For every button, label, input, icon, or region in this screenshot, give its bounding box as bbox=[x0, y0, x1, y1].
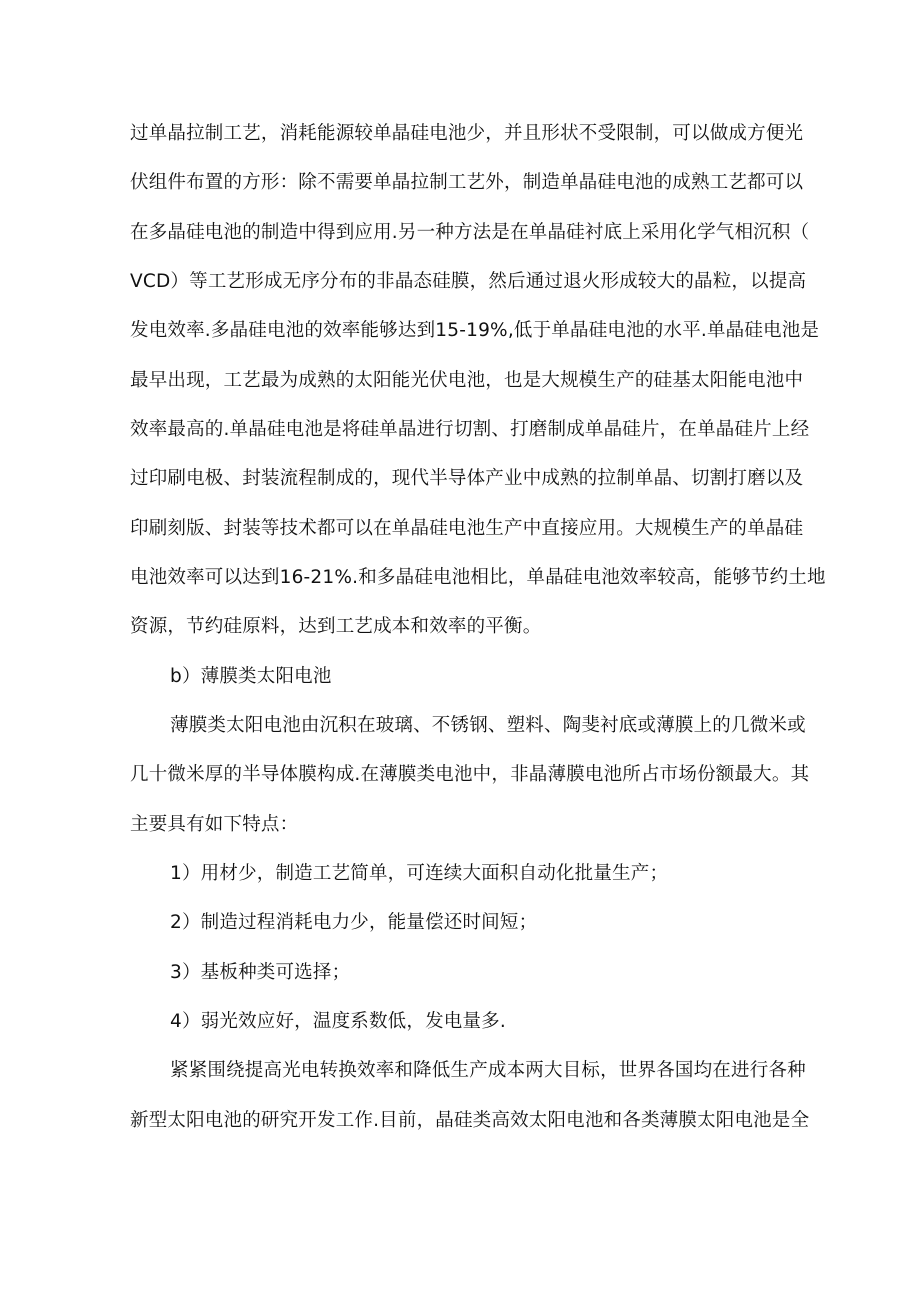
paragraph-line: 过印刷电极、封装流程制成的，现代半导体产业中成熟的拉制单晶、切割打磨以及 bbox=[130, 468, 804, 489]
list-item: 2）制造过程消耗电力少，能量偿还时间短； bbox=[170, 912, 538, 933]
paragraph-line: 几十微米厚的半导体膜构成.在薄膜类电池中，非晶薄膜电池所占市场份额最大。其 bbox=[130, 764, 810, 785]
list-item: 1）用材少，制造工艺简单，可连续大面积自动化批量生产； bbox=[170, 863, 669, 884]
paragraph-line: 主要具有如下特点： bbox=[130, 814, 299, 835]
paragraph-line: VCD）等工艺形成无序分布的非晶态硅膜，然后通过退火形成较大的晶粒，以提高 bbox=[130, 271, 807, 292]
paragraph-line: 过单晶拉制工艺，消耗能源较单晶硅电池少，并且形状不受限制，可以做成方便光 bbox=[130, 123, 804, 144]
paragraph-line: 新型太阳电池的研究开发工作.目前，晶硅类高效太阳电池和各类薄膜太阳电池是全 bbox=[130, 1110, 810, 1131]
paragraph-line: 电池效率可以达到16-21%.和多晶硅电池相比，单晶硅电池效率较高，能够节约土地 bbox=[130, 567, 826, 588]
paragraph-line: 资源，节约硅原料，达到工艺成本和效率的平衡。 bbox=[130, 616, 542, 637]
list-item: 4）弱光效应好，温度系数低，发电量多. bbox=[170, 1011, 506, 1032]
paragraph-line: 伏组件布置的方形：除不需要单晶拉制工艺外，制造单晶硅电池的成熟工艺都可以 bbox=[130, 172, 804, 193]
section-heading: b）薄膜类太阳电池 bbox=[170, 666, 332, 687]
paragraph-line: 最早出现，工艺最为成熟的太阳能光伏电池，也是大规模生产的硅基太阳能电池中 bbox=[130, 370, 804, 391]
list-item: 3）基板种类可选择； bbox=[170, 962, 351, 983]
paragraph-line: 印刷刻版、封装等技术都可以在单晶硅电池生产中直接应用。大规模生产的单晶硅 bbox=[130, 518, 804, 539]
paragraph-line: 发电效率.多晶硅电池的效率能够达到15-19%,低于单晶硅电池的水平.单晶硅电池是 bbox=[130, 320, 820, 341]
paragraph-line: 紧紧围绕提高光电转换效率和降低生产成本两大目标，世界各国均在进行各种 bbox=[170, 1060, 806, 1081]
paragraph-line: 在多晶硅电池的制造中得到应用.另一种方法是在单晶硅衬底上采用化学气相沉积（ bbox=[130, 222, 810, 243]
paragraph-line: 薄膜类太阳电池由沉积在玻璃、不锈钢、塑料、陶斐衬底或薄膜上的几微米或 bbox=[170, 715, 806, 736]
paragraph-line: 效率最高的.单晶硅电池是将硅单晶进行切割、打磨制成单晶硅片，在单晶硅片上经 bbox=[130, 419, 810, 440]
